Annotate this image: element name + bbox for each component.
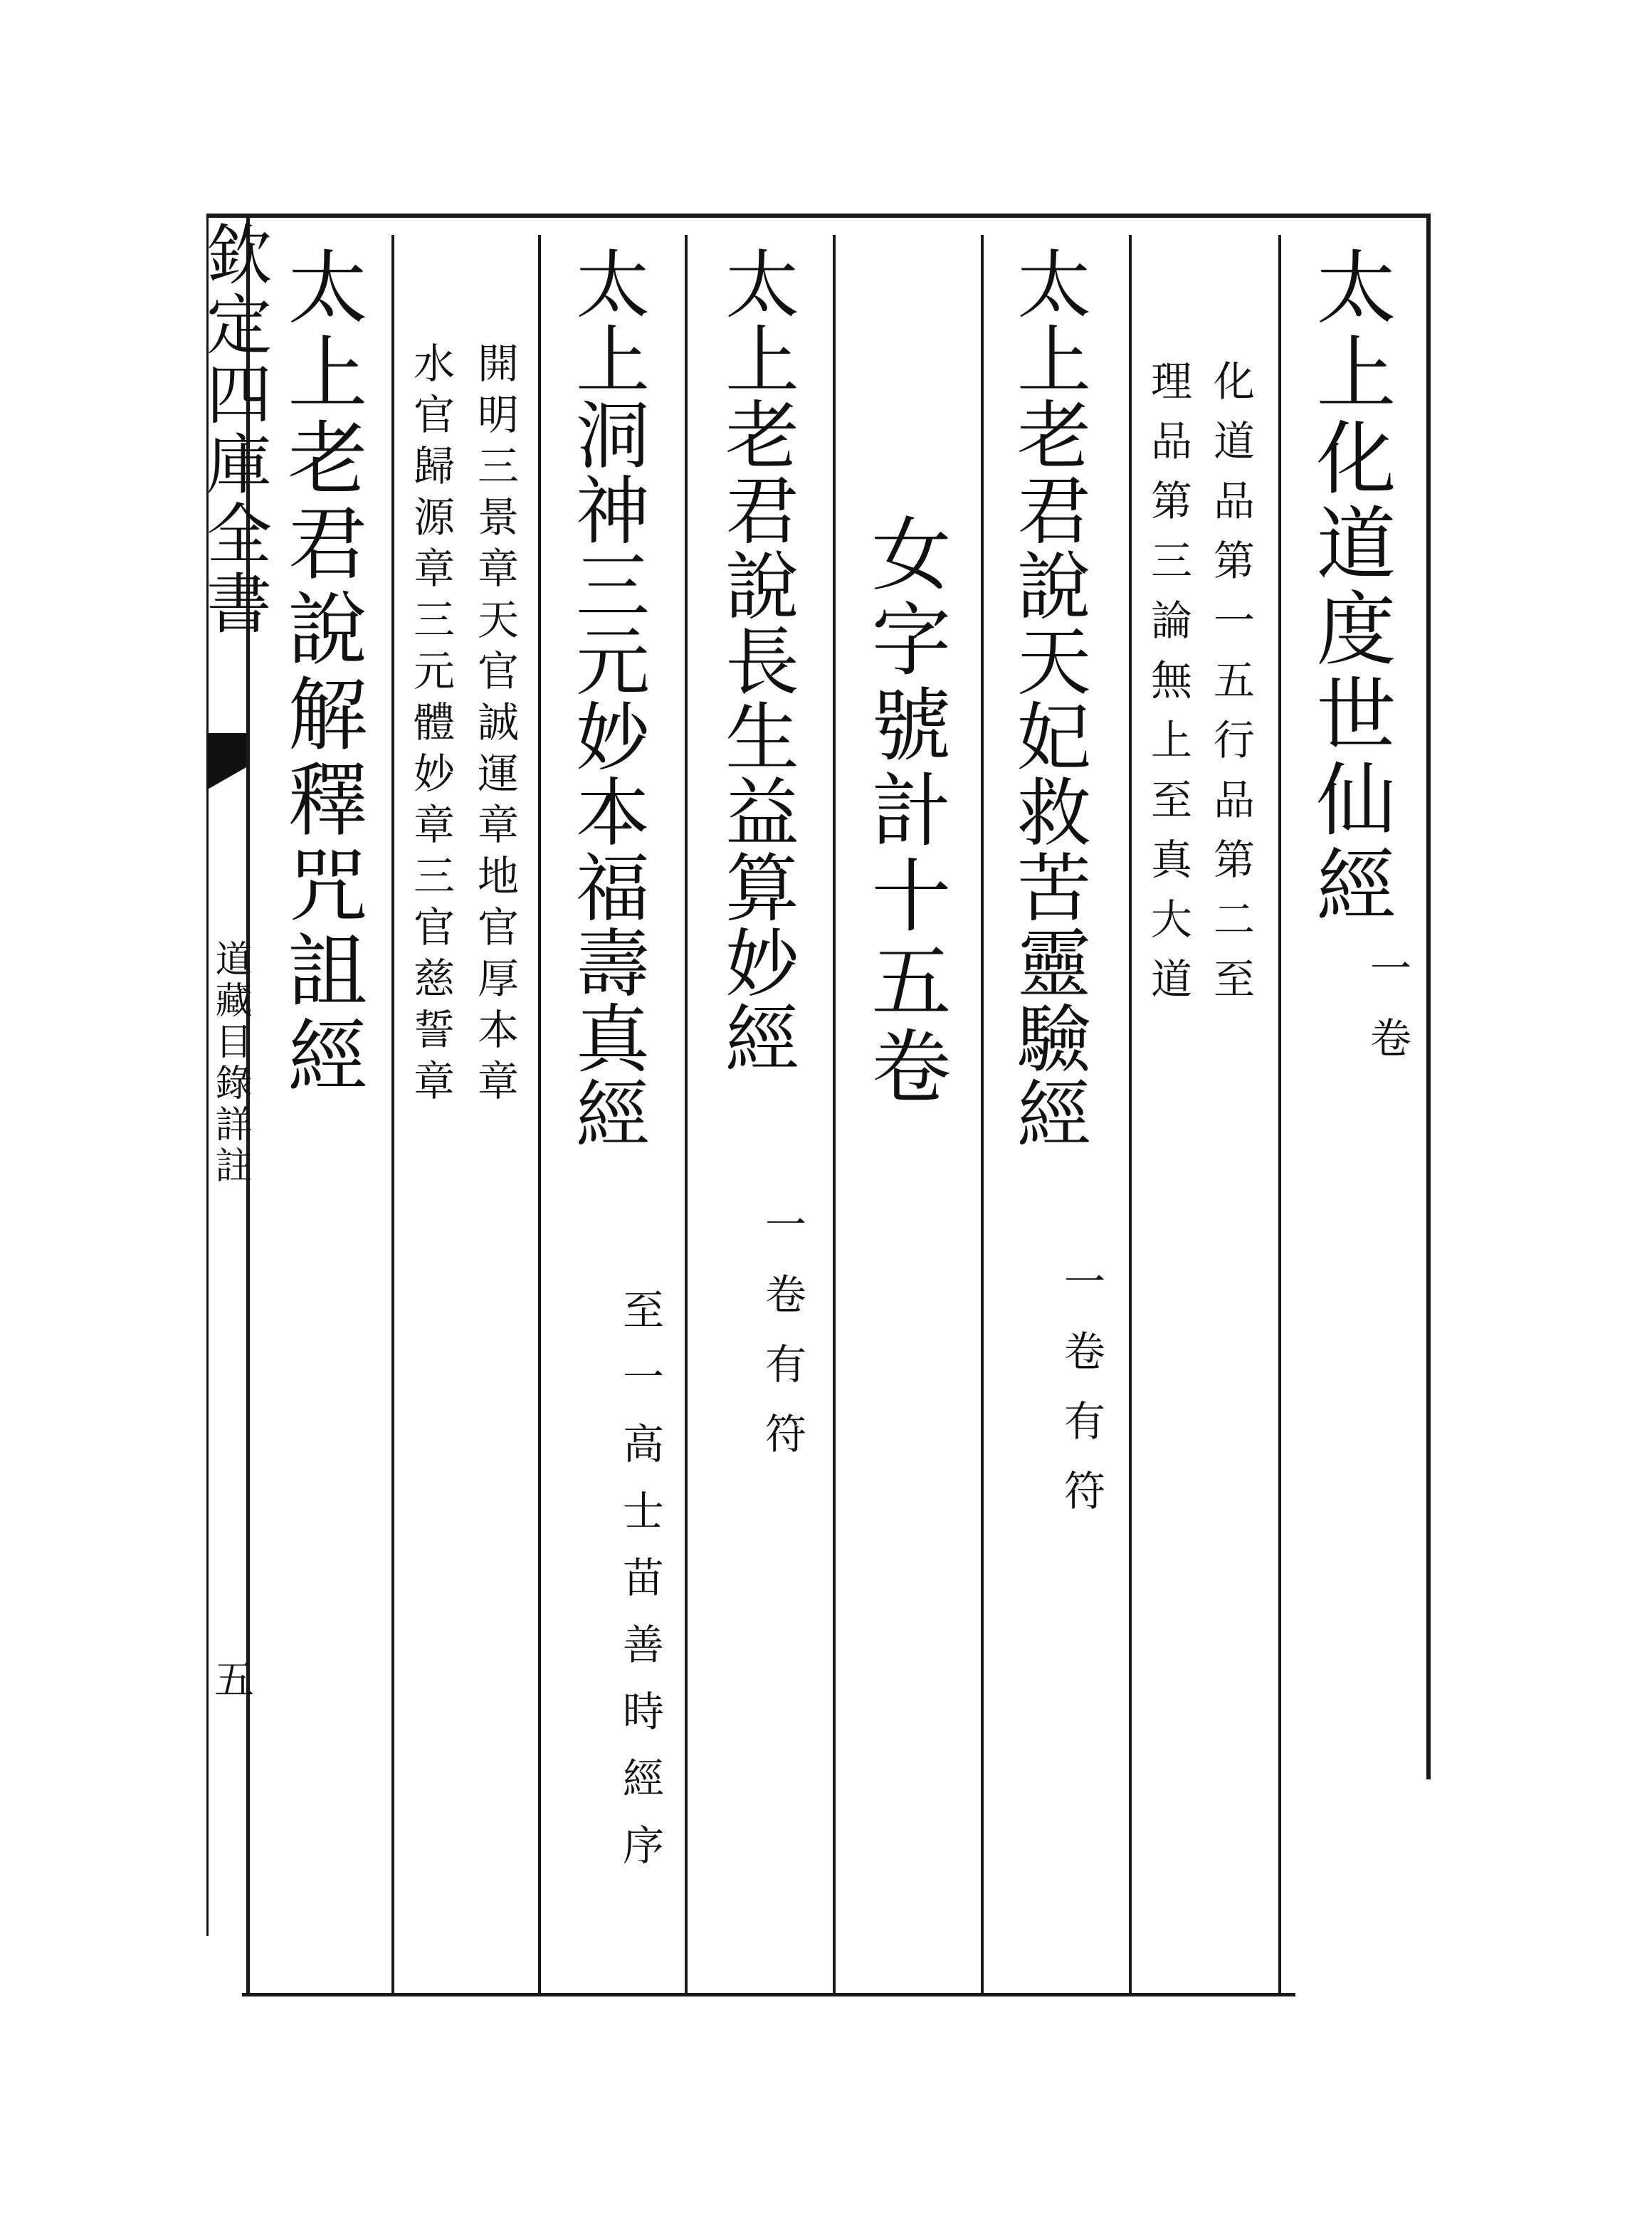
entry-title: 太上老君說解釋咒詛經 [275,246,367,1100]
entry-note: 一卷有符 [758,1203,806,1482]
column-divider [391,235,394,1993]
entry-note: 一卷 [1363,947,1411,1086]
frame-bottom-border [242,1993,1295,1996]
column-divider [1129,235,1132,1993]
section-title: 道藏目錄詳註 [209,940,251,1187]
column-divider [981,235,984,1993]
entry-title: 太上洞神三元妙本福壽真經 [563,246,650,1151]
entry-note: 理品第三論無上至真大道 [1144,359,1192,1017]
entry-note: 至一高士苗善時經序 [616,1288,664,1890]
book-title: 欽定四庫全書 [196,221,272,639]
entry-note: 開明三景章天官誠運章地官厚本章 [470,342,519,1110]
frame-top-border [206,214,1431,218]
column-divider [833,235,836,1993]
frame-right-border [1426,214,1431,1779]
entry-title: 太上老君說長生益算妙經 [712,246,799,1075]
column-divider [685,235,688,1993]
column-divider [1278,235,1281,1993]
entry-title: 太上老君說天妃救苦靈驗經 [1004,246,1091,1151]
page-number: 五 [208,1658,254,1698]
column-divider [538,235,541,1993]
entry-note: 化道品第一五行品第二至 [1206,359,1255,1017]
entry-note: 一卷有符 [1057,1260,1105,1539]
section-heading: 女字號計十五卷 [858,512,951,1110]
fishtail-mark [206,733,246,790]
entry-note: 水官歸源章三元體妙章三官慈誓章 [406,342,455,1110]
entry-title: 太上化道度世仙經 [1303,246,1396,929]
